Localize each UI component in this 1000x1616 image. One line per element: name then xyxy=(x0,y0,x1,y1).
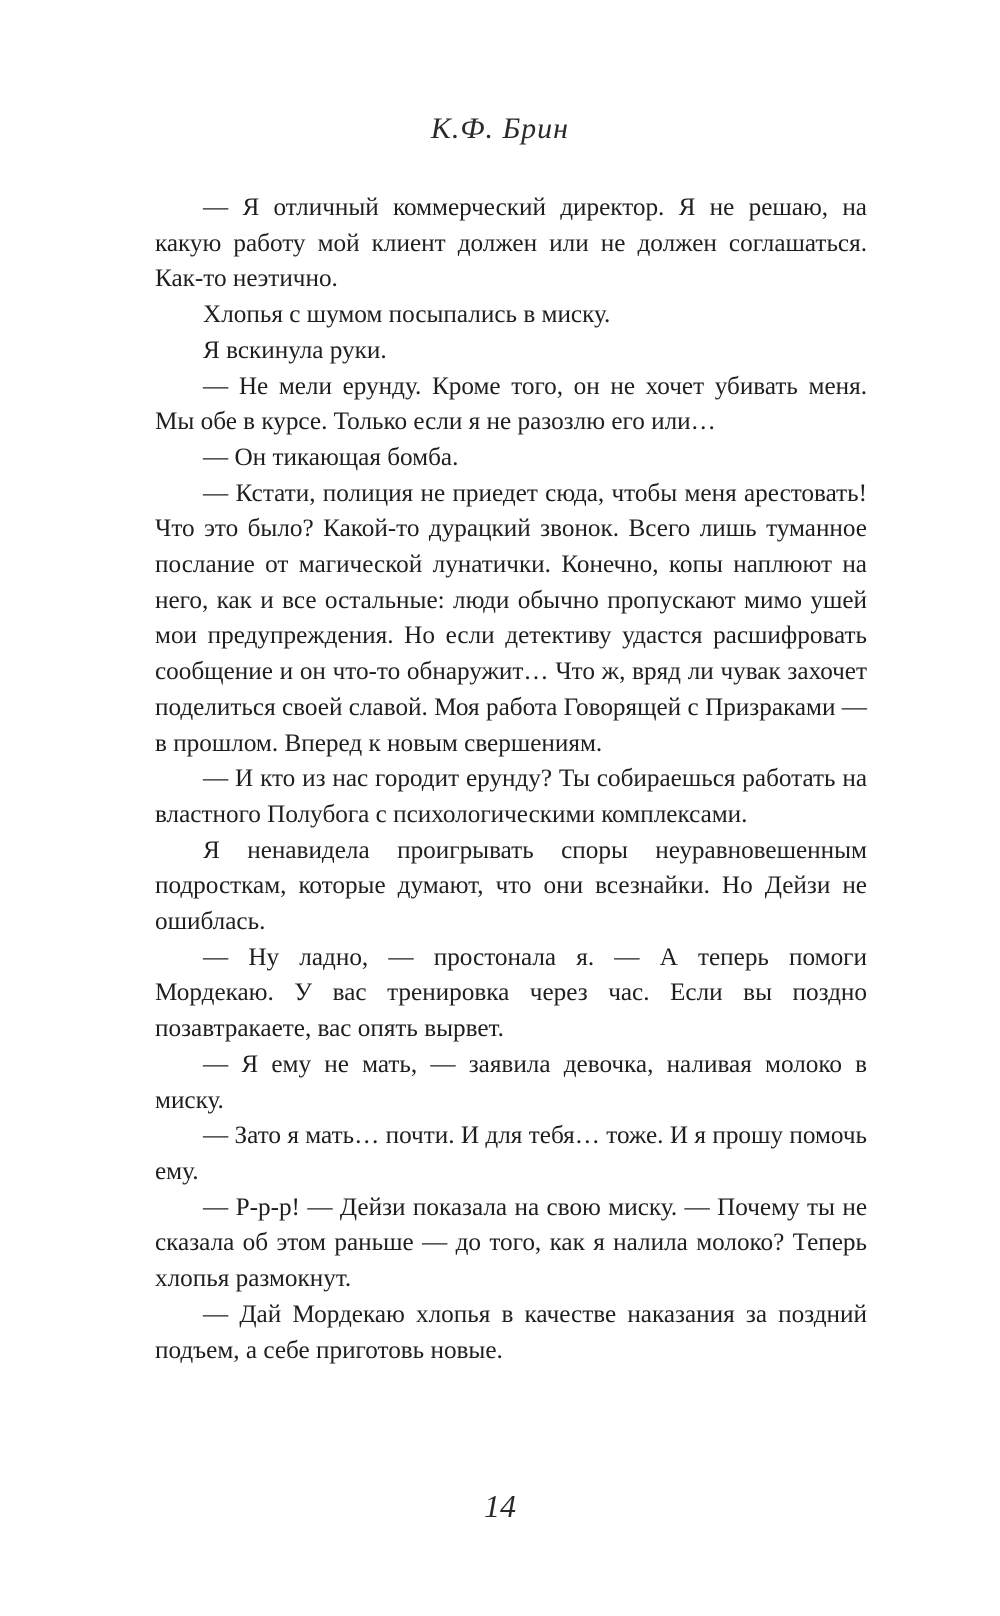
paragraph: — Не мели ерунду. Кроме того, он не хочет убивать меня. Мы обе в курсе. Только если я не разозлю его или… xyxy=(155,372,867,436)
paragraph: — Кстати, полиция не приедет сюда, чтобы меня арестовать! Что это было? Какой-то дурацкий звонок. Всего лишь туманное послание от магической лунатички. Конечно, копы наплюют на него, как и все остальные: люди обычно пропускают мимо ушей мои предупреждения. Но если детективу удастся расшифровать сообщение и он что-то обнаружит… Что ж, вряд ли чувак захочет поделиться своей славой. Моя работа Говорящей с Призраками — в прошлом. Вперед к новым свершениям. xyxy=(155,479,867,757)
paragraph: — Зато я мать… почти. И для тебя… тоже. И я прошу помочь ему. xyxy=(155,1122,867,1185)
paragraph: — И кто из нас городит ерунду? Ты собираешься работать на властного Полубога с психологическими комплексами. xyxy=(155,765,867,828)
paragraph: Я вскинула руки. xyxy=(203,336,387,364)
paragraph: — Ну ладно, — простонала я. — А теперь помоги Мордекаю. У вас тренировка через час. Если вы поздно позавтракаете, вас опять вырвет. xyxy=(155,943,867,1043)
paragraph: — Он тикающая бомба. xyxy=(203,443,459,471)
body-text xyxy=(155,190,867,1368)
paragraph: — Я отличный коммерческий директор. Я не решаю, на какую работу мой клиент должен или не должен соглашаться. Как-то неэтично. xyxy=(155,194,867,293)
paragraph: — Дай Мордекаю хлопья в качестве наказания за поздний подъем, а себе приготовь новые. xyxy=(155,1300,867,1364)
paragraph: — Р-р-р! — Дейзи показала на свою миску. — Почему ты не сказала об этом раньше — до того, как я налила молоко? Теперь хлопья размокнут. xyxy=(155,1193,867,1293)
paragraph: Я ненавидела проигрывать споры неуравновешенным подросткам, которые думают, что они всезнайки. Но Дейзи не ошиблась. xyxy=(155,836,867,936)
running-head-author: К.Ф. Брин xyxy=(430,112,570,145)
paragraph: Хлопья с шумом посыпались в миску. xyxy=(203,301,611,329)
page-number: 14 xyxy=(484,1488,516,1524)
paragraph: — Я ему не мать, — заявила девочка, наливая молоко в миску. xyxy=(155,1050,867,1114)
